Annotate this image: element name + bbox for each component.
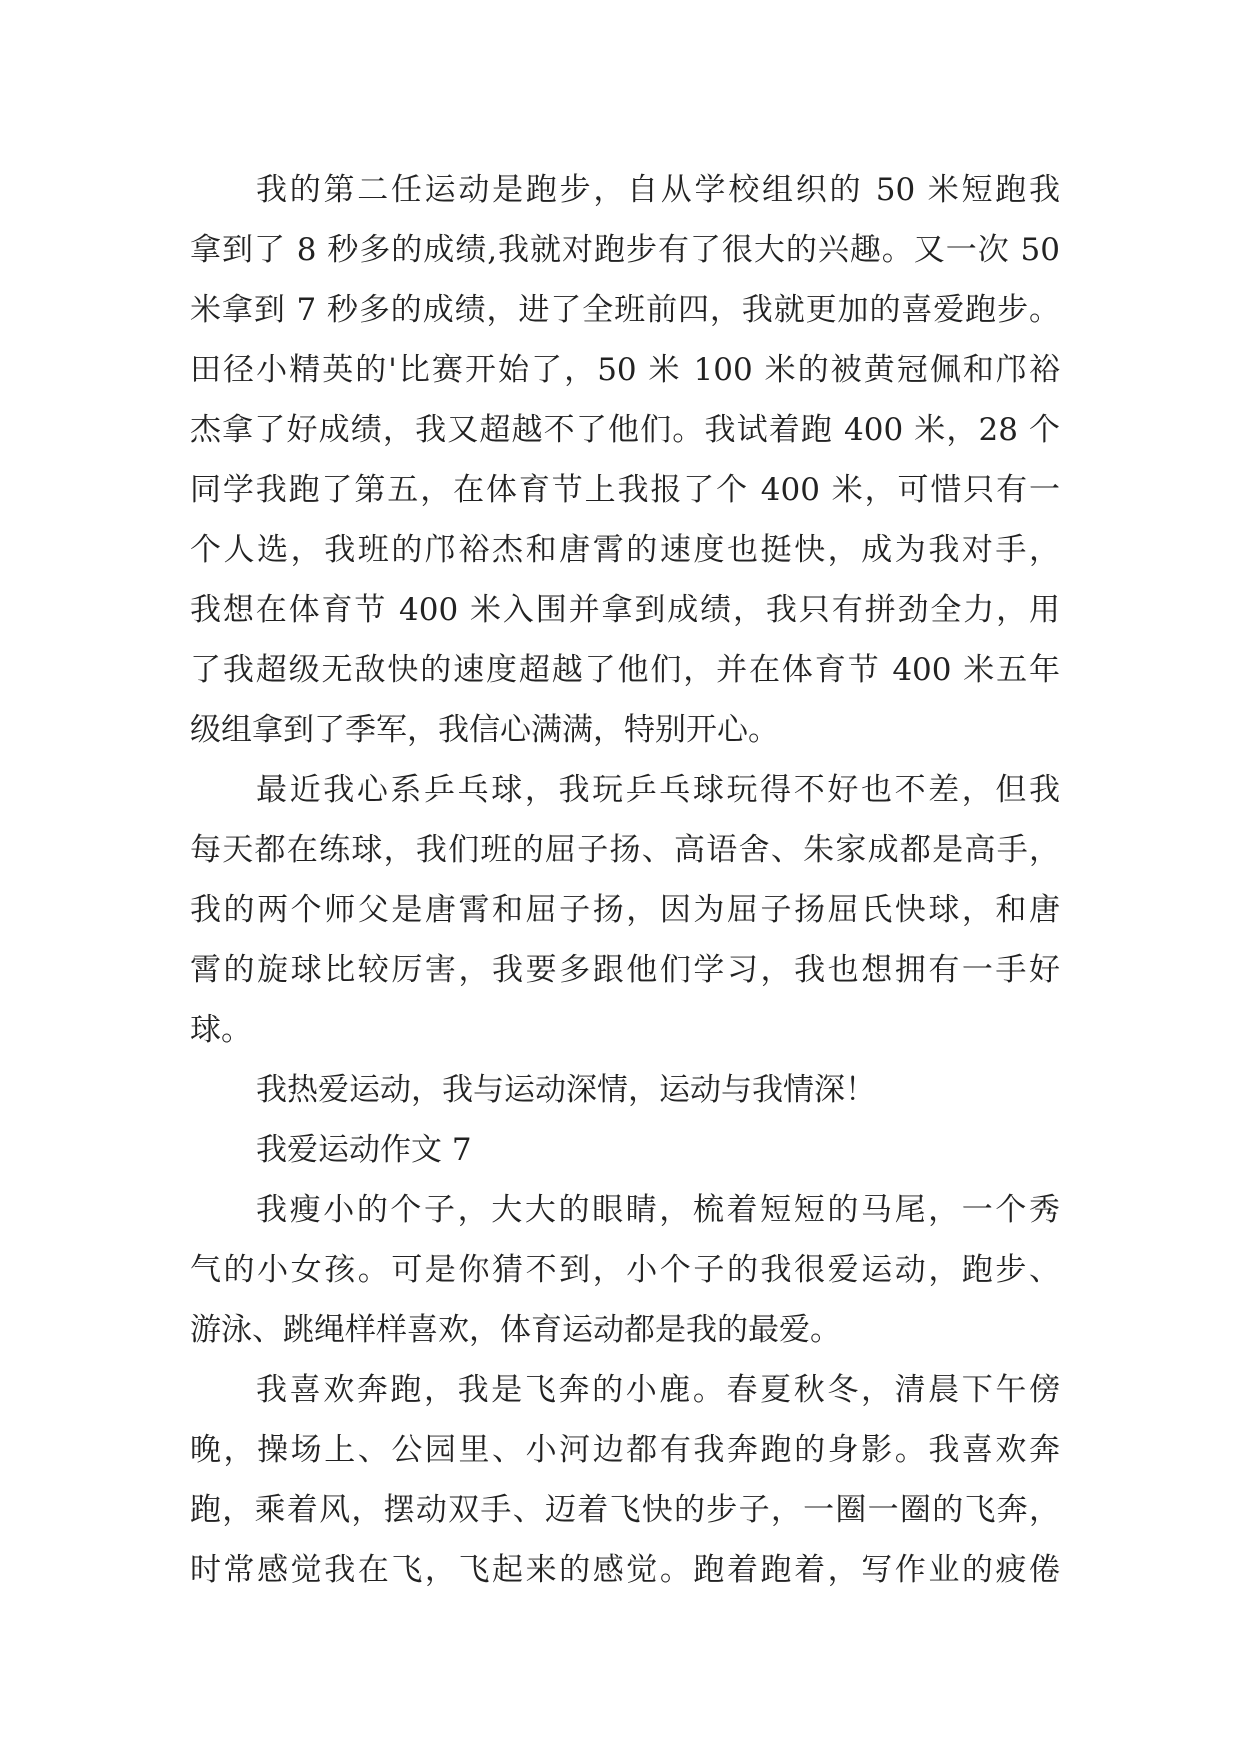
text-line: 个人选，我班的邝裕杰和唐霄的速度也挺快，成为我对手， [190, 532, 1060, 568]
text-line: 游泳、跳绳样样喜欢，体育运动都是我的最爱。 [190, 1312, 841, 1348]
text-line: 球。 [190, 1012, 252, 1048]
text-line: 时常感觉我在飞，飞起来的感觉。跑着跑着，写作业的疲倦 [190, 1552, 1060, 1588]
text-line: 田径小精英的'比赛开始了，50 米 100 米的被黄冠佩和邝裕 [190, 352, 1060, 388]
paragraph [190, 160, 1060, 760]
text-line: 霄的旋球比较厉害，我要多跟他们学习，我也想拥有一手好 [190, 952, 1060, 988]
text-line: 我的第二任运动是跑步，自从学校组织的 50 米短跑我 [256, 172, 1060, 208]
text-line: 杰拿了好成绩，我又超越不了他们。我试着跑 400 米，28 个 [190, 412, 1060, 448]
text-line: 米拿到 7 秒多的成绩，进了全班前四，我就更加的喜爱跑步。 [190, 292, 1060, 328]
text-line: 晚，操场上、公园里、小河边都有我奔跑的身影。我喜欢奔 [190, 1432, 1060, 1468]
text-line: 拿到了 8 秒多的成绩,我就对跑步有了很大的兴趣。又一次 50 [190, 232, 1060, 268]
paragraph [190, 1060, 1060, 1120]
text-line: 我爱运动作文 7 [256, 1132, 472, 1168]
paragraph [190, 1360, 1060, 1600]
paragraph [190, 760, 1060, 1060]
essay-title [190, 1120, 1060, 1180]
document-body [190, 160, 1060, 1600]
paragraph [190, 1180, 1060, 1360]
text-line: 我瘦小的个子，大大的眼睛，梳着短短的马尾，一个秀 [256, 1192, 1060, 1228]
text-line: 最近我心系乒乓球，我玩乒乓球玩得不好也不差，但我 [256, 772, 1060, 808]
text-line: 气的小女孩。可是你猜不到，小个子的我很爱运动，跑步、 [190, 1252, 1060, 1288]
text-line: 我喜欢奔跑，我是飞奔的小鹿。春夏秋冬，清晨下午傍 [256, 1372, 1060, 1408]
text-line: 我热爱运动，我与运动深情，运动与我情深！ [256, 1072, 876, 1108]
text-line: 每天都在练球，我们班的屈子扬、高语舍、朱家成都是高手， [190, 832, 1060, 868]
text-line: 跑，乘着风，摆动双手、迈着飞快的步子，一圈一圈的飞奔， [190, 1492, 1060, 1528]
text-line: 我的两个师父是唐霄和屈子扬，因为屈子扬屈氏快球，和唐 [190, 892, 1060, 928]
text-line: 我想在体育节 400 米入围并拿到成绩，我只有拼劲全力，用 [190, 592, 1060, 628]
text-line: 级组拿到了季军，我信心满满，特别开心。 [190, 712, 779, 748]
text-line: 了我超级无敌快的速度超越了他们，并在体育节 400 米五年 [190, 652, 1060, 688]
text-line: 同学我跑了第五，在体育节上我报了个 400 米，可惜只有一 [190, 472, 1060, 508]
